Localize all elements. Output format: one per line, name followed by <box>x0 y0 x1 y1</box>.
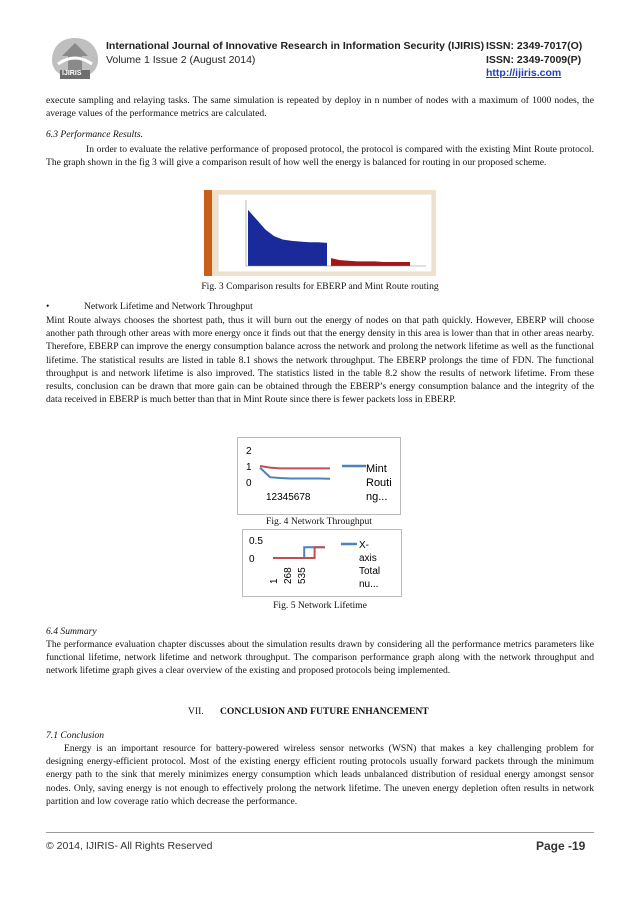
journal-volume: Volume 1 Issue 2 (August 2014) <box>106 54 256 66</box>
intro-paragraph: execute sampling and relaying tasks. The same simulation is repeated by deploy in n number of nodes with a maximum of 1000 nodes, the average values of the performance metrics are calculated. <box>46 95 594 120</box>
fig5-series-line-1 <box>273 547 325 558</box>
section-7-1-paragraph <box>46 742 594 808</box>
figure-3-caption: Fig. 3 Comparison results for EBERP and Mint Route routing <box>201 281 439 292</box>
fig5-legend-label: axis <box>359 553 377 564</box>
footer-page-number: Page -19 <box>536 839 586 853</box>
lifetime-paragraph: Mint Route always chooses the shortest path, thus it will burn out the energy of nodes on that path quickly. However, EBERP will choose another path through other areas with more energy once it finds out that the energy density in this area is lower than that in other areas nearby. Therefore, EBERP can improve the energy consumption balance across the network and prolong the network lifetime as well as the functional lifetime. The statistical results are listed in table 8.1 shows the network throughput. The EBERP prolongs the time of FDN. The functional throughput is and network lifetime is also improved. The statistics listed in the table 8.2 show the results of network lifetime. From these results, conclusion can be drawn that more gain can be obtained through the EBERP’s energy consumption balance and the integrity of the data received in EBERP is much better than that in Mint Route since there is fewer packets loss in EBERP. <box>46 315 594 406</box>
figure-4-caption: Fig. 4 Network Throughput <box>266 516 372 527</box>
fig3-chart <box>204 190 436 276</box>
fig5-xtick-label: 535 <box>297 567 308 584</box>
section-vii-title: CONCLUSION AND FUTURE ENHANCEMENT <box>220 706 429 717</box>
figure-3 <box>204 190 436 276</box>
figure-5-caption: Fig. 5 Network Lifetime <box>273 600 367 611</box>
figure-4 <box>237 437 401 515</box>
fig4-ytick-label: 1 <box>246 462 252 473</box>
section-6-4-heading: 6.4 Summary <box>46 626 97 637</box>
fig5-xtick-label: 1 <box>269 578 280 584</box>
journal-logo <box>46 34 104 82</box>
issn-online: ISSN: 2349-7017(O) <box>486 40 583 52</box>
fig4-legend-label: ng... <box>366 491 388 503</box>
section-vii-number: VII. <box>188 706 204 717</box>
bullet-symbol: • <box>46 301 50 312</box>
footer-divider <box>46 832 594 833</box>
fig5-legend-label: nu... <box>359 579 379 590</box>
fig4-ytick-label: 2 <box>246 446 252 457</box>
footer-copyright: © 2014, IJIRIS- All Rights Reserved <box>46 840 213 852</box>
fig5-legend-label: Total <box>359 566 381 577</box>
fig4-legend-label: Mint <box>366 463 387 475</box>
section-6-3-heading: 6.3 Performance Results. <box>46 129 143 140</box>
figure-5 <box>242 529 402 597</box>
fig4-xtick-labels: 12345678 <box>266 492 311 503</box>
fig4-legend-label: Routi <box>366 477 392 489</box>
section-7-1-heading: 7.1 Conclusion <box>46 730 105 741</box>
section-6-4-paragraph: The performance evaluation chapter discusses about the simulation results drawn by considering all the performance metrics parameters like functional lifetime, network lifetime and network throughput. The comparison performance graph along with the network throughput and network lifetime graph gives a clear overview of the existing and proposed protocols being implemented. <box>46 639 594 677</box>
section-6-3-paragraph <box>46 143 594 169</box>
journal-url-link[interactable]: http://ijiris.com <box>486 67 562 79</box>
fig5-chart <box>243 530 401 596</box>
fig5-ytick-label: 0.5 <box>249 536 263 547</box>
fig5-xtick-label: 268 <box>283 567 294 584</box>
bullet-title: Network Lifetime and Network Throughput <box>84 301 253 312</box>
fig5-series-line-0 <box>273 547 325 558</box>
journal-title: International Journal of Innovative Research in Information Security (IJIRIS) <box>106 40 485 52</box>
section-7-1-text: Energy is an important resource for battery-powered wireless sensor networks (WSN) that makes a key challenging problem for designing energy-efficient protocol. Most of the existing energy efficient routing protocols usually forward packets through the minimum energy path to the sink that merely minimizes energy consumption which leads unbalanced distribution of residual energy amongst sensor nodes. Only, saving energy is not enough to effectively prolong the network lifetime. The uneven energy depletion often results in network partition and low coverage ratio which decrease the performance. <box>46 743 594 807</box>
logo-text: IJIRIS <box>62 70 82 77</box>
fig5-ytick-label: 0 <box>249 554 255 565</box>
fig4-series-line-1 <box>260 466 330 468</box>
fig4-ytick-label: 0 <box>246 478 252 489</box>
fig5-legend-label: X- <box>359 540 369 551</box>
fig4-chart <box>238 438 400 514</box>
section-6-3-text: In order to evaluate the relative performance of proposed protocol, the protocol is compared with the existing Mint Route protocol. The graph shown in the fig 3 will give a comparison result of how well the energy is balanced for routing in our proposed scheme. <box>46 144 594 169</box>
fig3-left-frame <box>204 190 212 276</box>
issn-print: ISSN: 2349-7009(P) <box>486 54 582 66</box>
